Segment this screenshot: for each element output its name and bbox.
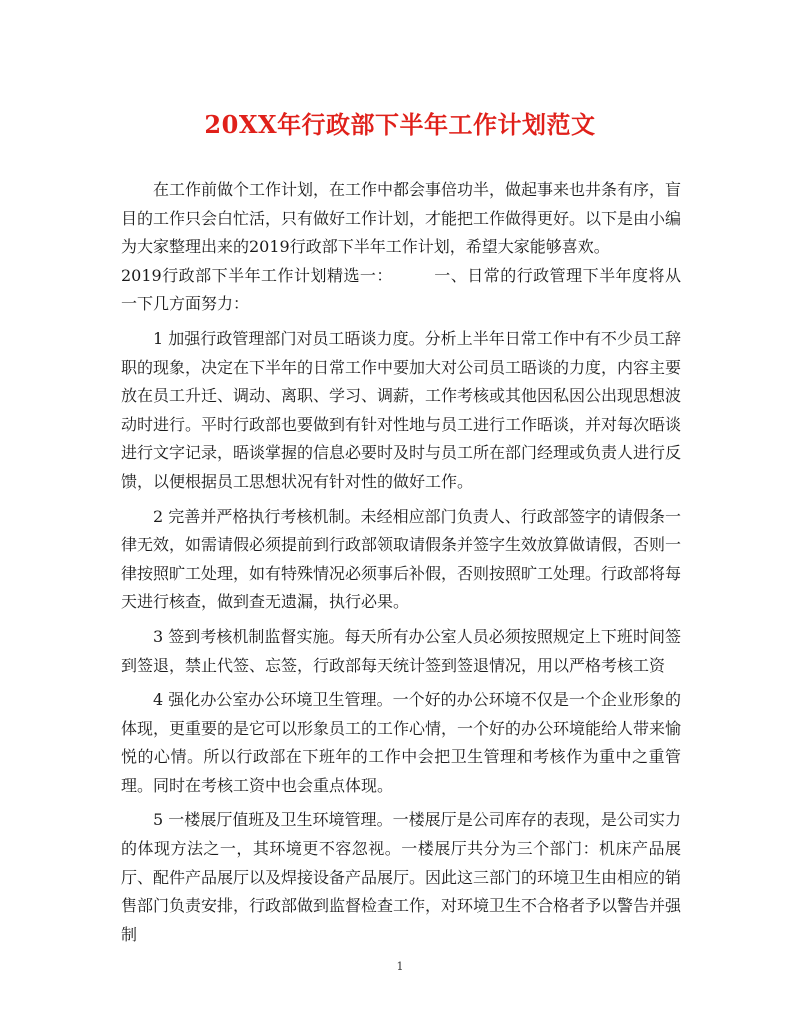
item-4-paragraph: 4 强化办公室办公环境卫生管理。一个好的办公环境不仅是一个企业形象的体现，更重要的是它可以形象员工的工作心情，一个好的办公环境能给人带来愉悦的心情。所以行政部在下班年的工作中会把卫生管理和考核作为重中之重管理。同时在考核工资中也会重点体现。 xyxy=(121,690,682,795)
item-5-paragraph: 5 一楼展厅值班及卫生环境管理。一楼展厅是公司库存的表现，是公司实力的体现方法之一，其环境更不容忽视。一楼展厅共分为三个部门：机床产品展厅、配件产品展厅以及焊接设备产品展厅。因此这三部门的环境卫生由相应的销售部门负责安排，行政部做到监督检查工作，对环境卫生不合格者予以警告并强制 xyxy=(121,810,682,944)
item-2-paragraph: 2 完善并严格执行考核机制。未经相应部门负责人、行政部签字的请假条一律无效，如需请假必须提前到行政部领取请假条并签字生效放算做请假，否则一律按照旷工处理，如有特殊情况必须事后补假，否则按照旷工处理。行政部将每天进行核查，做到查无遗漏，执行必果。 xyxy=(121,506,682,612)
item-1-paragraph: 1 加强行政管理部门对员工晤谈力度。分析上半年日常工作中有不少员工辞职的现象，决定在下半年的日常工作中要加大对公司员工晤谈的力度，内容主要放在员工升迁、调动、离职、学习、调薪，工作考核或其他因私因公出现思想波动时进行。平时行政部也要做到有针对性地与员工进行工作晤谈，并对每次晤谈进行文字记录，晤谈掌握的信息必要时及时与员工所在部门经理或负责人进行反馈，以便根据员工思想状况有针对性的做好工作。 xyxy=(121,328,682,491)
document-body xyxy=(121,176,681,949)
document-title: 20XX年行政部下半年工作计划范文 xyxy=(204,110,596,139)
page-number: 1 xyxy=(396,960,404,973)
intro-paragraph: 在工作前做个工作计划，在工作中都会事倍功半，做起事来也井条有序，盲目的工作只会白忙活，只有做好工作计划，才能把工作做得更好。以下是由小编为大家整理出来的2019行政部下半年工作计划，希望大家能够喜欢。 xyxy=(121,180,682,257)
item-3-paragraph: 3 签到考核机制监督实施。每天所有办公室人员必须按照规定上下班时间签到签退，禁止代签、忘签，行政部每天统计签到签退情况，用以严格考核工资 xyxy=(121,626,681,675)
plan-heading-paragraph: 2019行政部下半年工作计划精选一： 一、日常的行政管理下半年度将从一下几方面努力： xyxy=(121,265,681,314)
